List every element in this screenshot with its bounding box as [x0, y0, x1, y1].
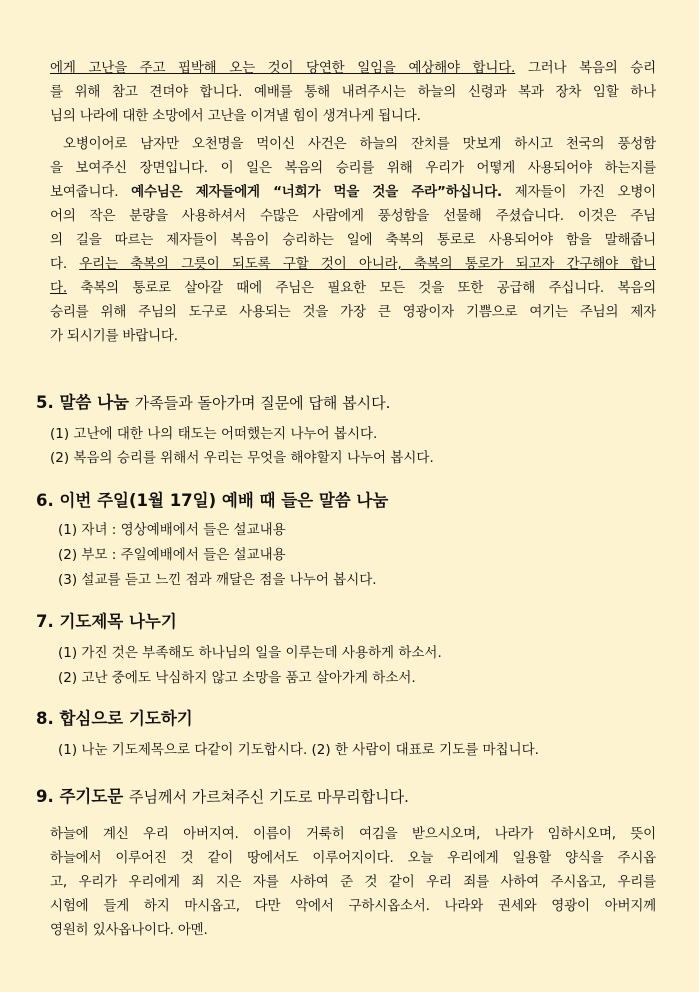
lords-prayer-text — [50, 822, 656, 942]
list-item: (1) 나눈 기도제목으로 다같이 기도합시다. (2) 한 사람이 대표로 기도를 마칩니다. — [58, 742, 539, 758]
text-line: 어의 작은 분량을 사용하셔서 수많은 사람에게 풍성함을 선물해 주셨습니다. 이것은 주님 — [50, 208, 656, 224]
text-line: 가 되시기를 바랍니다. — [50, 328, 178, 344]
text-line: 영원히 있사옵나이다. 아멘. — [50, 922, 208, 938]
text-line — [50, 56, 656, 80]
text-span: 다. — [50, 256, 80, 272]
list-item: (1) 가진 것은 부족해도 하나님의 일을 이루는데 사용하게 하소서. — [58, 645, 442, 661]
section-title: 8. 합심으로 기도하기 — [36, 709, 193, 728]
text-line: 고, 우리가 우리에게 죄 지은 자를 사하여 준 것 같이 우리 죄를 사하여 주시옵고, 우리를 — [50, 874, 656, 890]
text-line: 를 위해 참고 견뎌야 합니다. 예배를 통해 내려주시는 하늘의 신령과 복과 장차 임할 하나 — [50, 84, 656, 100]
section-heading-7 — [36, 608, 177, 632]
paragraph-persecution — [50, 56, 656, 128]
text-line: 님의 나라에 대한 소망에서 고난을 이겨낼 힘이 생겨나게 됩니다. — [50, 108, 421, 124]
text-line: 승리를 위해 주님의 도구로 사용되는 것을 가장 큰 영광이자 기쁨으로 여기는 주님의 제자 — [50, 304, 656, 320]
text-line: 의 길을 따르는 제자들이 복음이 승리하는 일에 축복의 통로로 사용되어야 함을 말해줍니 — [50, 232, 656, 248]
text-line: 하늘에서 이루어진 것 같이 땅에서도 이루어지이다. 오늘 우리에게 일용할 양식을 주시옵 — [50, 850, 656, 866]
section-heading-8 — [36, 705, 193, 729]
paragraph-five-loaves — [50, 132, 656, 348]
text-line: 하늘에 계신 우리 아버지여. 이름이 거룩히 여김을 받으시오며, 나라가 임하시오며, 뜻이 — [50, 826, 656, 842]
text-line — [50, 180, 656, 204]
section-heading-6 — [36, 487, 388, 511]
underlined-text: 에게 고난을 주고 핍박해 오는 것이 당연한 일임을 예상해야 합니다. — [50, 60, 516, 76]
section-subtitle: 가족들과 돌아가며 질문에 답해 봅시다. — [134, 394, 391, 412]
list-item: (2) 고난 중에도 낙심하지 않고 소망을 품고 살아가게 하소서. — [58, 670, 416, 686]
text-line — [50, 276, 656, 300]
section-heading-5 — [36, 389, 390, 413]
section-title: 7. 기도제목 나누기 — [36, 612, 177, 631]
list-item: (2) 부모 : 주일예배에서 들은 설교내용 — [58, 547, 286, 563]
section-heading-9 — [36, 783, 409, 807]
list-item: (1) 자녀 : 영상예배에서 들은 설교내용 — [58, 522, 286, 538]
section-title: 9. 주기도문 — [36, 787, 124, 806]
text-line: 시험에 들게 하지 마시옵고, 다만 악에서 구하시옵소서. 나라와 권세와 영광이 아버지께 — [50, 898, 656, 914]
list-item: (2) 복음의 승리를 위해서 우리는 무엇을 해야할지 나누어 봅시다. — [50, 450, 434, 466]
text-line: 을 보여주신 장면입니다. 이 일은 복음의 승리를 위해 우리가 어떻게 사용되어야 하는지를 — [50, 160, 656, 176]
list-item: (1) 고난에 대한 나의 태도는 어떠했는지 나누어 봅시다. — [50, 426, 378, 442]
list-item: (3) 설교를 듣고 느낀 점과 깨달은 점을 나누어 봅시다. — [58, 572, 377, 588]
text-line: 오병이어로 남자만 오천명을 먹이신 사건은 하늘의 잔치를 맛보게 하시고 천국의 풍성함 — [63, 136, 656, 152]
text-line — [50, 252, 656, 276]
text-span: 제자들이 가진 오병이 — [502, 184, 657, 200]
section-subtitle: 주님께서 가르쳐주신 기도로 마무리합니다. — [129, 788, 409, 806]
bold-text: 예수님은 제자들에게 “너희가 먹을 것을 주라”하십니다. — [131, 184, 502, 200]
text-span: 축복의 통로로 살아갈 때에 주님은 필요한 모든 것을 또한 공급해 주십니다. 복음의 — [66, 280, 656, 296]
underlined-text: 다. — [50, 280, 67, 296]
section-title: 5. 말씀 나눔 — [36, 393, 129, 412]
text-span: 보여줍니다. — [50, 184, 132, 200]
section-title: 6. 이번 주일(1월 17일) 예배 때 들은 말씀 나눔 — [36, 491, 389, 510]
underlined-text: 우리는 축복의 그릇이 되도록 구할 것이 아니라, 축복의 통로가 되고자 간구해야 합니 — [79, 256, 656, 272]
text-span: 그러나 복음의 승리 — [515, 60, 656, 76]
